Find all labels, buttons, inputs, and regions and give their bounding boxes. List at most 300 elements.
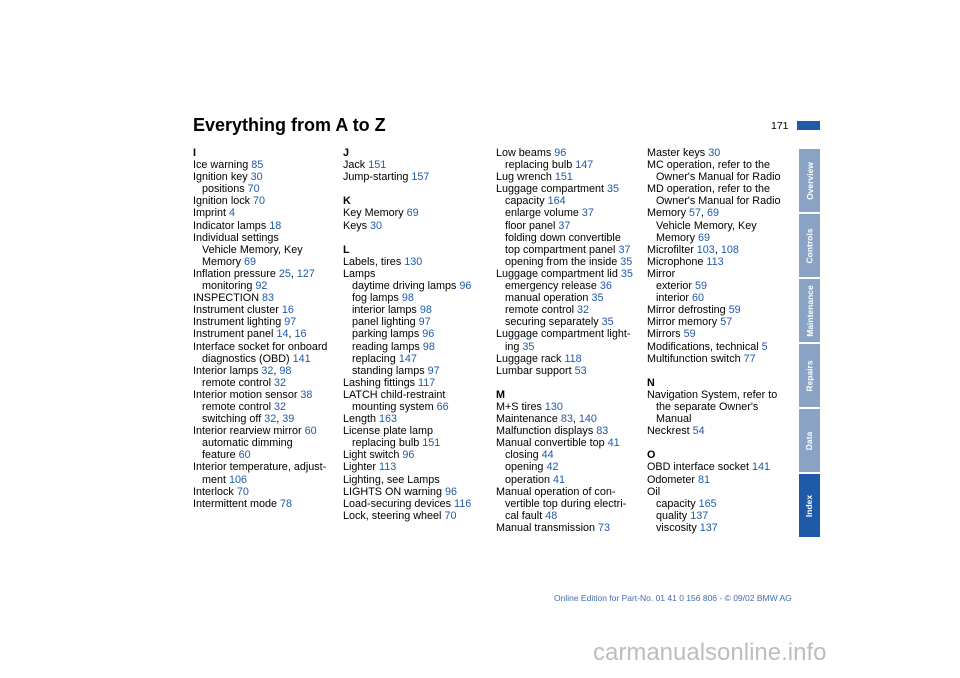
index-entry-text: viscosity bbox=[656, 521, 700, 534]
index-entry-text: interior bbox=[656, 292, 693, 305]
index-entry bbox=[496, 365, 646, 377]
page-ref-link[interactable]: 44 bbox=[541, 449, 554, 462]
index-entry-text: Labels, tires bbox=[343, 255, 405, 268]
index-entry-text: remote control bbox=[202, 400, 275, 413]
index-entry bbox=[343, 171, 493, 183]
index-entry bbox=[343, 292, 493, 304]
index-entry-text: diagnostics (OBD) bbox=[202, 352, 293, 365]
page-ref-link[interactable]: 97 bbox=[418, 316, 431, 329]
index-entry bbox=[343, 316, 493, 328]
page-ref-link[interactable]: 83 bbox=[262, 292, 275, 305]
index-entry: Inflation pressure 25, 127 bbox=[193, 267, 315, 280]
index-entry bbox=[193, 280, 343, 292]
page-ref-link[interactable]: 38 bbox=[300, 388, 313, 401]
index-entry bbox=[343, 498, 493, 510]
page-ref-link[interactable]: 141 bbox=[752, 461, 771, 474]
page-ref-link[interactable]: 98 bbox=[419, 304, 432, 317]
index-entry-text: cal fault bbox=[505, 509, 546, 522]
index-entry-text: Key Memory bbox=[343, 207, 407, 220]
index-entry bbox=[343, 207, 493, 219]
page-ref-link[interactable]: 16 bbox=[294, 328, 307, 341]
page-ref-link[interactable]: 35 bbox=[601, 316, 614, 329]
index-entry-text: Lug wrench bbox=[496, 171, 555, 184]
index-entry-text: remote control bbox=[505, 304, 578, 317]
index-entry-text: Microphone bbox=[647, 255, 707, 268]
page-ref-link[interactable]: 83 bbox=[560, 413, 573, 426]
index-entry bbox=[647, 341, 797, 353]
page-ref-link[interactable]: 108 bbox=[720, 243, 739, 256]
index-entry bbox=[496, 207, 646, 219]
index-letter-heading bbox=[496, 389, 646, 401]
page-ref-link[interactable]: 37 bbox=[558, 219, 571, 232]
page-ref-link[interactable]: 96 bbox=[459, 280, 472, 293]
page-ref-link[interactable]: 157 bbox=[411, 171, 430, 184]
page-ref-link[interactable]: 137 bbox=[699, 521, 718, 534]
index-entry-text: Odometer bbox=[647, 473, 699, 486]
index-entry-text: K bbox=[343, 195, 351, 208]
index-entry bbox=[193, 486, 343, 498]
page-ref-link[interactable]: 147 bbox=[575, 159, 594, 172]
page-ref-link[interactable]: 81 bbox=[698, 473, 711, 486]
page-ref-link[interactable]: 59 bbox=[728, 304, 741, 317]
index-entry bbox=[496, 461, 646, 473]
page-ref-link[interactable]: 127 bbox=[296, 267, 315, 280]
index-entry bbox=[647, 389, 797, 401]
index-entry-text: Memory bbox=[647, 207, 689, 220]
index-entry-text: Lashing fittings bbox=[343, 376, 419, 389]
index-entry bbox=[193, 401, 343, 413]
page-ref-link[interactable]: 151 bbox=[422, 437, 441, 450]
page-ref-link[interactable]: 118 bbox=[564, 352, 582, 365]
index-entry bbox=[193, 377, 343, 389]
page-ref-link[interactable]: 137 bbox=[690, 509, 709, 522]
index-entry-text: mounting system bbox=[352, 400, 437, 413]
index-entry-text: Manual convertible top bbox=[496, 437, 608, 450]
index-entry-text: Memory bbox=[656, 231, 698, 244]
page-ref-link[interactable]: 39 bbox=[282, 413, 295, 426]
index-letter-heading bbox=[343, 195, 493, 207]
index-entry bbox=[496, 268, 646, 280]
page-ref-link[interactable]: 32 bbox=[264, 413, 277, 426]
index-entry-text: Interior rearview mirror bbox=[193, 425, 305, 438]
index-entry bbox=[496, 437, 646, 449]
page-ref-link[interactable]: 83 bbox=[596, 425, 609, 438]
index-entry-text: Interface socket for onboard bbox=[193, 340, 328, 353]
page-ref-link[interactable]: 96 bbox=[554, 147, 567, 159]
page-ref-link[interactable]: 96 bbox=[422, 328, 435, 341]
index-entry bbox=[647, 256, 797, 268]
index-entry-text: feature bbox=[202, 449, 239, 462]
index-entry-text: ing bbox=[505, 340, 523, 353]
index-entry bbox=[496, 401, 646, 413]
index-entry bbox=[647, 304, 797, 316]
index-entry bbox=[647, 353, 797, 365]
page-ref-link[interactable]: 32 bbox=[274, 376, 287, 389]
page-ref-link[interactable]: 66 bbox=[436, 400, 449, 413]
index-entry bbox=[496, 474, 646, 486]
index-entry bbox=[647, 159, 797, 171]
index-entry bbox=[193, 474, 343, 486]
index-entry: Interior lamps 32, 98 bbox=[193, 364, 292, 377]
index-entry-text: Imprint bbox=[193, 207, 229, 220]
page-ref-link[interactable]: 116 bbox=[454, 497, 472, 510]
index-entry: Memory 57, 69 bbox=[647, 207, 720, 220]
index-spacer bbox=[647, 365, 797, 377]
tab-label: Index bbox=[804, 494, 815, 517]
page-ref-link[interactable]: 32 bbox=[577, 304, 590, 317]
index-entry bbox=[496, 147, 646, 159]
index-entry-text: Lamps bbox=[343, 267, 376, 280]
index-entry-text: Vehicle Memory, Key bbox=[202, 243, 303, 256]
index-spacer bbox=[647, 437, 797, 449]
index-entry bbox=[343, 461, 493, 473]
index-entry-text: Interior motion sensor bbox=[193, 388, 301, 401]
page-ref-link[interactable]: 60 bbox=[692, 292, 705, 305]
page-ref-link[interactable]: 35 bbox=[620, 267, 633, 280]
page-ref-link[interactable]: 70 bbox=[444, 509, 457, 522]
tab-label: Controls bbox=[804, 228, 815, 263]
index-entry bbox=[496, 498, 646, 510]
index-entry-text: Jump-starting bbox=[343, 171, 412, 184]
index-entry: switching off 32, 39 bbox=[202, 413, 295, 426]
index-entry-text: Mirror memory bbox=[647, 316, 721, 329]
index-entry bbox=[647, 461, 797, 473]
index-entry bbox=[647, 486, 797, 498]
index-entry-text: Inflation pressure bbox=[193, 267, 279, 280]
index-entry-text: Owner's Manual for Radio bbox=[656, 171, 781, 184]
page-ref-link[interactable]: 70 bbox=[236, 485, 249, 498]
index-entry: Maintenance 83, 140 bbox=[496, 413, 597, 426]
index-entry bbox=[343, 437, 493, 449]
index-entry-text: switching off bbox=[202, 413, 265, 426]
index-entry-text: Navigation System, refer to bbox=[647, 388, 778, 401]
page-ref-link[interactable]: 37 bbox=[581, 207, 594, 220]
index-entry-text: Lighter bbox=[343, 461, 380, 474]
index-entry bbox=[343, 401, 493, 413]
index-entry-text: reading lamps bbox=[352, 340, 423, 353]
page-ref-link[interactable]: 69 bbox=[406, 207, 419, 220]
tab-label: Data bbox=[804, 431, 815, 450]
page-ref-link[interactable]: 106 bbox=[229, 473, 248, 486]
index-entry bbox=[343, 413, 493, 425]
index-entry-text: capacity bbox=[656, 497, 699, 510]
index-entry-text: Jack bbox=[343, 159, 369, 172]
page-ref-link[interactable]: 30 bbox=[370, 219, 383, 232]
index-entry-text: Load-securing devices bbox=[343, 497, 455, 510]
index-entry bbox=[647, 413, 797, 425]
page-ref-link[interactable]: 35 bbox=[522, 340, 535, 353]
index-entry-text: parking lamps bbox=[352, 328, 423, 341]
page-ref-link[interactable]: 41 bbox=[553, 473, 566, 486]
index-entry-text: Maintenance bbox=[496, 413, 561, 426]
index-entry bbox=[496, 244, 646, 256]
page-ref-link[interactable]: 32 bbox=[261, 364, 274, 377]
page-ref-link[interactable]: 18 bbox=[269, 219, 282, 232]
index-column-1 bbox=[193, 147, 343, 510]
index-entry-text: Multifunction switch bbox=[647, 352, 744, 365]
page-ref-link[interactable]: 151 bbox=[368, 159, 387, 172]
index-entry-text: Low beams bbox=[496, 147, 555, 159]
index-entry-text: emergency release bbox=[505, 280, 600, 293]
index-entry bbox=[496, 292, 646, 304]
page-ref-link[interactable]: 48 bbox=[545, 509, 558, 522]
index-entry-text: M+S tires bbox=[496, 400, 545, 413]
index-entry bbox=[193, 171, 343, 183]
index-entry bbox=[193, 316, 343, 328]
index-entry-text: interior lamps bbox=[352, 304, 420, 317]
index-entry bbox=[647, 510, 797, 522]
page-ref-link[interactable]: 103 bbox=[696, 243, 715, 256]
index-entry bbox=[343, 510, 493, 522]
index-entry-text: Indicator lamps bbox=[193, 219, 270, 232]
index-entry-text: Manual operation of con- bbox=[496, 485, 616, 498]
page-ref-link[interactable]: 85 bbox=[251, 159, 264, 172]
index-entry-text: closing bbox=[505, 449, 542, 462]
index-entry-text: Ice warning bbox=[193, 159, 252, 172]
page-ref-link[interactable]: 73 bbox=[598, 521, 611, 534]
index-entry-text: Luggage compartment lid bbox=[496, 267, 621, 280]
index-entry bbox=[193, 389, 343, 401]
index-entry bbox=[647, 401, 797, 413]
index-entry bbox=[343, 220, 493, 232]
index-entry-text: folding down convertible bbox=[505, 231, 621, 244]
index-entry-text: Ignition lock bbox=[193, 195, 254, 208]
watermark: carmanualsonline.info bbox=[593, 639, 827, 666]
page-ref-link[interactable]: 30 bbox=[250, 171, 263, 184]
page-ref-link[interactable]: 42 bbox=[546, 461, 559, 474]
index-column-4 bbox=[647, 147, 797, 534]
page-ref-link[interactable]: 130 bbox=[404, 255, 423, 268]
index-entry-text: enlarge volume bbox=[505, 207, 582, 220]
index-entry bbox=[647, 171, 797, 183]
page-ref-link[interactable]: 140 bbox=[578, 413, 597, 426]
index-entry bbox=[496, 328, 646, 340]
page-number: 171 bbox=[771, 120, 789, 132]
page-ref-link[interactable]: 78 bbox=[280, 497, 293, 510]
index-entry bbox=[193, 304, 343, 316]
index-entry bbox=[193, 341, 343, 353]
page-ref-link[interactable]: 117 bbox=[418, 376, 436, 389]
page-ref-link[interactable]: 69 bbox=[244, 255, 257, 268]
index-entry bbox=[647, 147, 797, 159]
index-entry-text: Lumbar support bbox=[496, 364, 575, 377]
index-entry-text: I bbox=[193, 147, 196, 159]
page-ref-link[interactable]: 92 bbox=[255, 280, 268, 293]
index-entry-text: Luggage compartment bbox=[496, 183, 608, 196]
index-entry-text: panel lighting bbox=[352, 316, 419, 329]
index-entry-text: Length bbox=[343, 413, 380, 426]
index-entry bbox=[647, 232, 797, 244]
index-entry bbox=[193, 449, 343, 461]
index-entry bbox=[193, 461, 343, 473]
index-entry bbox=[343, 377, 493, 389]
index-entry bbox=[496, 316, 646, 328]
index-entry-text: Microfilter bbox=[647, 243, 697, 256]
tab-data[interactable] bbox=[799, 409, 820, 472]
index-letter-heading bbox=[193, 147, 343, 159]
index-entry-text: replacing bbox=[352, 352, 399, 365]
index-entry-text: automatic dimming bbox=[202, 437, 293, 450]
index-entry bbox=[193, 232, 343, 244]
index-entry-text: Light switch bbox=[343, 449, 403, 462]
index-entry-text: MC operation, refer to the bbox=[647, 159, 771, 172]
index-entry-text: Vehicle Memory, Key bbox=[656, 219, 757, 232]
index-entry-text: replacing bulb bbox=[505, 159, 576, 172]
index-entry bbox=[343, 474, 493, 486]
index-entry bbox=[193, 195, 343, 207]
tab-overview[interactable] bbox=[799, 149, 820, 212]
index-entry-text: ment bbox=[202, 473, 230, 486]
index-entry bbox=[193, 159, 343, 171]
index-spacer bbox=[343, 232, 493, 244]
index-entry-text: LATCH child-restraint bbox=[343, 388, 446, 401]
page-ref-link[interactable]: 98 bbox=[422, 340, 435, 353]
index-entry-text: fog lamps bbox=[352, 292, 402, 305]
page-ref-link[interactable]: 32 bbox=[274, 400, 287, 413]
page-ref-link[interactable]: 54 bbox=[692, 425, 705, 438]
index-entry bbox=[343, 304, 493, 316]
index-entry bbox=[193, 183, 343, 195]
index-entry bbox=[496, 159, 646, 171]
tab-maintenance[interactable] bbox=[799, 279, 820, 342]
index-entry-text: Lock, steering wheel bbox=[343, 509, 445, 522]
index-entry-text: Intermittent mode bbox=[193, 497, 281, 510]
index-entry bbox=[496, 486, 646, 498]
page-ref-link[interactable]: 37 bbox=[618, 243, 631, 256]
page-ref-link[interactable]: 41 bbox=[607, 437, 620, 450]
index-entry bbox=[193, 220, 343, 232]
index-entry bbox=[647, 220, 797, 232]
index-spacer bbox=[496, 377, 646, 389]
index-entry bbox=[647, 183, 797, 195]
index-entry bbox=[343, 353, 493, 365]
index-entry bbox=[193, 498, 343, 510]
index-entry-text: Instrument panel bbox=[193, 328, 277, 341]
page-ref-link[interactable]: 165 bbox=[698, 497, 717, 510]
page-ref-link[interactable]: 25 bbox=[278, 267, 291, 280]
index-entry-text: Interior lamps bbox=[193, 364, 262, 377]
index-entry bbox=[496, 195, 646, 207]
page-ref-link[interactable]: 77 bbox=[743, 352, 756, 365]
index-letter-heading bbox=[647, 377, 797, 389]
tab-label: Overview bbox=[804, 161, 815, 200]
page-ref-link[interactable]: 113 bbox=[706, 255, 724, 268]
index-entry bbox=[496, 256, 646, 268]
index-entry bbox=[647, 268, 797, 280]
index-entry-text: capacity bbox=[505, 195, 548, 208]
page-ref-link[interactable]: 60 bbox=[238, 449, 251, 462]
index-entry bbox=[496, 510, 646, 522]
index-entry-text: the separate Owner's bbox=[656, 400, 759, 413]
page-ref-link[interactable]: 30 bbox=[708, 147, 721, 159]
page-ref-link[interactable]: 113 bbox=[379, 461, 397, 474]
page-ref-link[interactable]: 164 bbox=[547, 195, 566, 208]
index-entry bbox=[647, 328, 797, 340]
index-entry-text: MD operation, refer to the bbox=[647, 183, 771, 196]
tab-repairs[interactable] bbox=[799, 344, 820, 407]
page-ref-link[interactable]: 5 bbox=[761, 340, 768, 353]
page-ref-link[interactable]: 69 bbox=[698, 231, 711, 244]
index-entry bbox=[647, 280, 797, 292]
index-entry bbox=[343, 159, 493, 171]
index-entry-text: remote control bbox=[202, 376, 275, 389]
page-ref-link[interactable]: 53 bbox=[574, 364, 587, 377]
page-title: Everything from A to Z bbox=[193, 115, 386, 135]
page-ref-link[interactable]: 16 bbox=[281, 304, 294, 317]
index-entry-text: L bbox=[343, 243, 350, 256]
page-ref-link[interactable]: 98 bbox=[401, 292, 414, 305]
index-entry-text: Lighting, see Lamps bbox=[343, 473, 440, 486]
index-entry bbox=[496, 171, 646, 183]
page-ref-link[interactable]: 130 bbox=[544, 400, 563, 413]
index-entry-text: opening bbox=[505, 461, 547, 474]
page-ref-link[interactable]: 57 bbox=[689, 207, 702, 220]
page-ref-link[interactable]: 59 bbox=[695, 280, 708, 293]
index-entry bbox=[343, 425, 493, 437]
index-entry-text: monitoring bbox=[202, 280, 256, 293]
page-ref-link[interactable]: 35 bbox=[607, 183, 620, 196]
page-ref-link[interactable]: 35 bbox=[620, 255, 633, 268]
index-entry-text: Instrument cluster bbox=[193, 304, 282, 317]
index-entry-text: Neckrest bbox=[647, 425, 693, 438]
index-entry-text: operation bbox=[505, 473, 554, 486]
page-ref-link[interactable]: 151 bbox=[554, 171, 573, 184]
index-entry bbox=[647, 474, 797, 486]
page-ref-link[interactable]: 96 bbox=[402, 449, 415, 462]
index-entry-text: Luggage compartment light- bbox=[496, 328, 631, 341]
page-ref-link[interactable]: 141 bbox=[292, 352, 311, 365]
page-ref-link[interactable]: 4 bbox=[229, 207, 236, 220]
index-letter-heading bbox=[647, 449, 797, 461]
page-ref-link[interactable]: 69 bbox=[707, 207, 720, 220]
section-tabs bbox=[799, 149, 820, 539]
page-ref-link[interactable]: 70 bbox=[253, 195, 266, 208]
page-ref-link[interactable]: 57 bbox=[720, 316, 733, 329]
page-ref-link[interactable]: 36 bbox=[599, 280, 612, 293]
page-ref-link[interactable]: 163 bbox=[379, 413, 398, 426]
tab-controls[interactable] bbox=[799, 214, 820, 277]
page-ref-link[interactable]: 98 bbox=[279, 364, 292, 377]
index-entry bbox=[343, 389, 493, 401]
tab-label: Maintenance bbox=[804, 284, 815, 337]
index-entry bbox=[343, 268, 493, 280]
index-column-3 bbox=[496, 147, 646, 534]
tab-index[interactable] bbox=[799, 474, 820, 537]
index-entry-text: standing lamps bbox=[352, 364, 428, 377]
footer-copyright: Online Edition for Part-No. 01 41 0 156 806 - © 09/02 BMW AG bbox=[554, 593, 792, 603]
index-entry: Microfilter 103, 108 bbox=[647, 243, 739, 256]
index-entry bbox=[496, 425, 646, 437]
index-entry bbox=[647, 522, 797, 534]
page-ref-link[interactable]: 97 bbox=[284, 316, 297, 329]
index-entry bbox=[647, 316, 797, 328]
page-ref-link[interactable]: 14 bbox=[276, 328, 289, 341]
index-entry bbox=[496, 232, 646, 244]
index-entry-text: M bbox=[496, 388, 505, 401]
index-entry-text: Mirror bbox=[647, 267, 676, 280]
page-ref-link[interactable]: 70 bbox=[247, 183, 260, 196]
page-ref-link[interactable]: 59 bbox=[683, 328, 696, 341]
page-ref-link[interactable]: 147 bbox=[398, 352, 417, 365]
index-entry-text: Master keys bbox=[647, 147, 709, 159]
page-ref-link[interactable]: 60 bbox=[304, 425, 317, 438]
page-ref-link[interactable]: 35 bbox=[591, 292, 604, 305]
index-entry-text: Instrument lighting bbox=[193, 316, 285, 329]
page-ref-link[interactable]: 97 bbox=[427, 364, 440, 377]
page-ref-link[interactable]: 96 bbox=[445, 485, 458, 498]
index-entry bbox=[343, 280, 493, 292]
index-entry bbox=[193, 207, 343, 219]
